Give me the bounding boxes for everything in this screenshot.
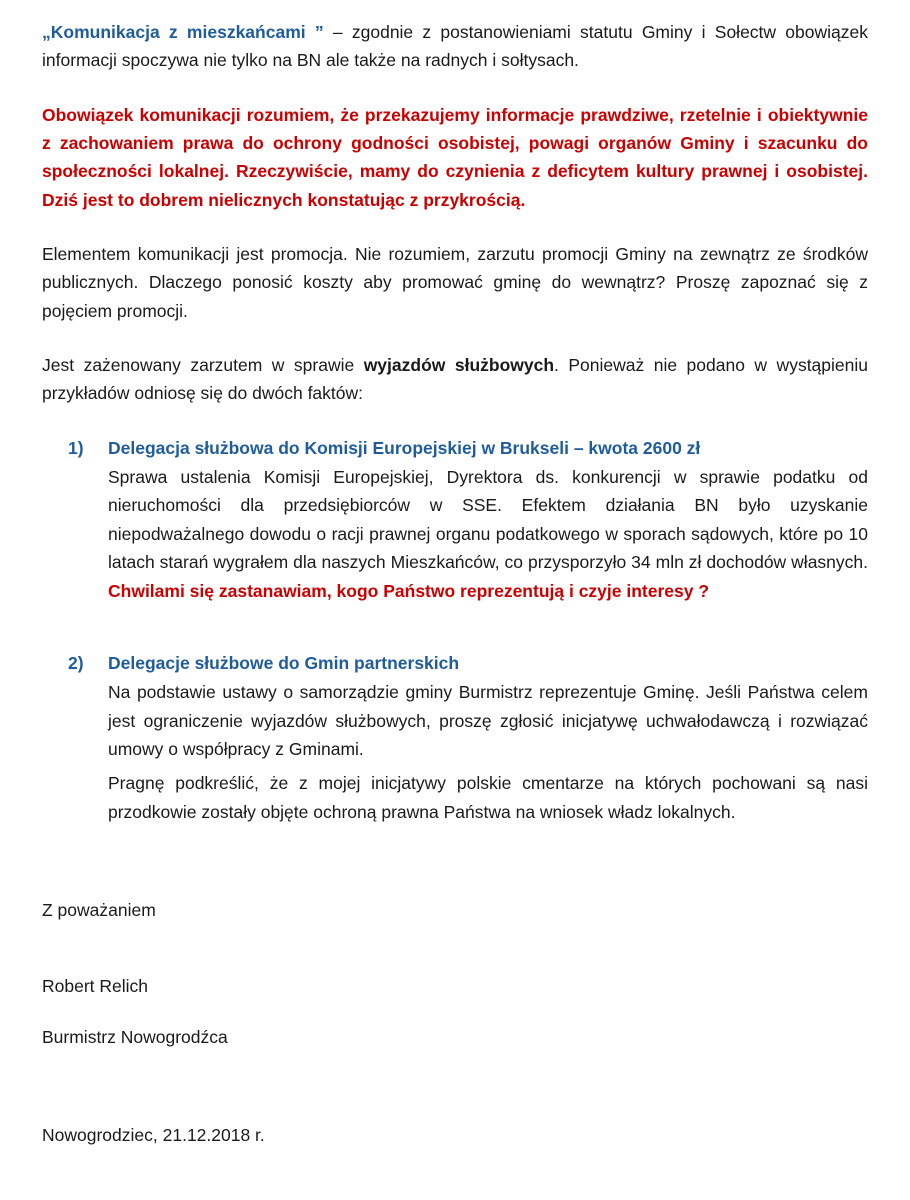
closing-line: Z poważaniem [42, 899, 156, 920]
spacer [42, 924, 868, 972]
wyjazdy-text-1: Jest zażenowany zarzutem w sprawie [42, 355, 364, 376]
wyjazdy-text-2: . Ponieważ nie podano w wystąpieniu przykładów odniosę się do dwóch faktów: [42, 355, 868, 404]
spacer [42, 91, 868, 101]
list-item [42, 649, 868, 826]
list-item-body [108, 463, 868, 605]
numbered-list [42, 434, 868, 826]
list-item-number: 2) [68, 652, 84, 673]
paragraph-wyjazdy [42, 351, 868, 408]
spacer [42, 1051, 868, 1099]
list-item-body: Na podstawie ustawy o samorządzie gminy Burmistrz reprezentuje Gminę. Jeśli Państwa celem jest ograniczenie wyjazdów służbowych, proszę zgłosić inicjatywę uchwałodawczą i rozwiązać umowy o współpracy z Gminami. [108, 682, 868, 759]
signature-role: Burmistrz Nowogrodźca [42, 1026, 228, 1047]
spacer [42, 848, 868, 896]
list-item [42, 434, 868, 605]
intro-text: – zgodnie z postanowieniami statutu Gminy i Sołectw obowiązek informacji spoczywa nie tylko na BN ale także na radnych i sołtysach. [42, 22, 868, 71]
paragraph-intro [42, 18, 868, 75]
paragraph-obowiazek: Obowiązek komunikacji rozumiem, że przekazujemy informacje prawdziwe, rzetelnie i obiektywnie z zachowaniem prawa do ochrony godności osobistej, powagi organów Gminy i szacunku do społeczności lokalnej. Rzeczywiście, mamy do czynienia z deficytem kultury prawnej i osobistej. Dziś jest to dobrem nielicznych konstatując z przykrością. [42, 104, 868, 210]
spacer [42, 424, 868, 434]
list-item-title: Delegacja służbowa do Komisji Europejskiej w Brukseli – kwota 2600 zł [108, 437, 701, 458]
wyjazdy-emphasis: wyjazdów służbowych [363, 355, 555, 376]
list-item-body-text: Sprawa ustalenia Komisji Europejskiej, Dyrektora ds. konkurencji w sprawie podatku od nieruchomości dla przedsiębiorców w SSE. Efektem działania BN było uzyskanie niepodważalnego dowodu o racji prawnej organu podatkowego w sporach sądowych, które po 10 latach starań wygrałem dla naszych Mieszkańców, co przysporzyło 34 mln zł dochodów własnych. [108, 467, 868, 573]
paragraph-promocja: Elementem komunikacji jest promocja. Nie rozumiem, zarzutu promocji Gminy na zewnątrz ze środków publicznych. Dlaczego ponosić koszty aby promować gminę do wewnątrz? Proszę zapoznać się z pojęciem promocji. [42, 244, 868, 321]
spacer [42, 627, 868, 649]
place-and-date: Nowogrodziec, 21.12.2018 r. [42, 1124, 265, 1145]
quoted-title: „Komunikacja z mieszkańcami ” [42, 22, 324, 42]
spacer [42, 230, 868, 240]
spacer [42, 341, 868, 351]
list-item-body-highlight: Chwilami się zastanawiam, kogo Państwo reprezentują i czyje interesy ? [108, 580, 710, 601]
spacer [42, 1099, 868, 1121]
spacer [42, 1001, 868, 1023]
list-item-title: Delegacje służbowe do Gmin partnerskich [108, 652, 460, 673]
list-item-number: 1) [68, 437, 84, 458]
signature-name: Robert Relich [42, 976, 149, 997]
list-item-body: Pragnę podkreślić, że z mojej inicjatywy polskie cmentarze na których pochowani są nasi przodkowie zostały objęte ochroną prawna Państwa na wniosek władz lokalnych. [108, 773, 868, 822]
